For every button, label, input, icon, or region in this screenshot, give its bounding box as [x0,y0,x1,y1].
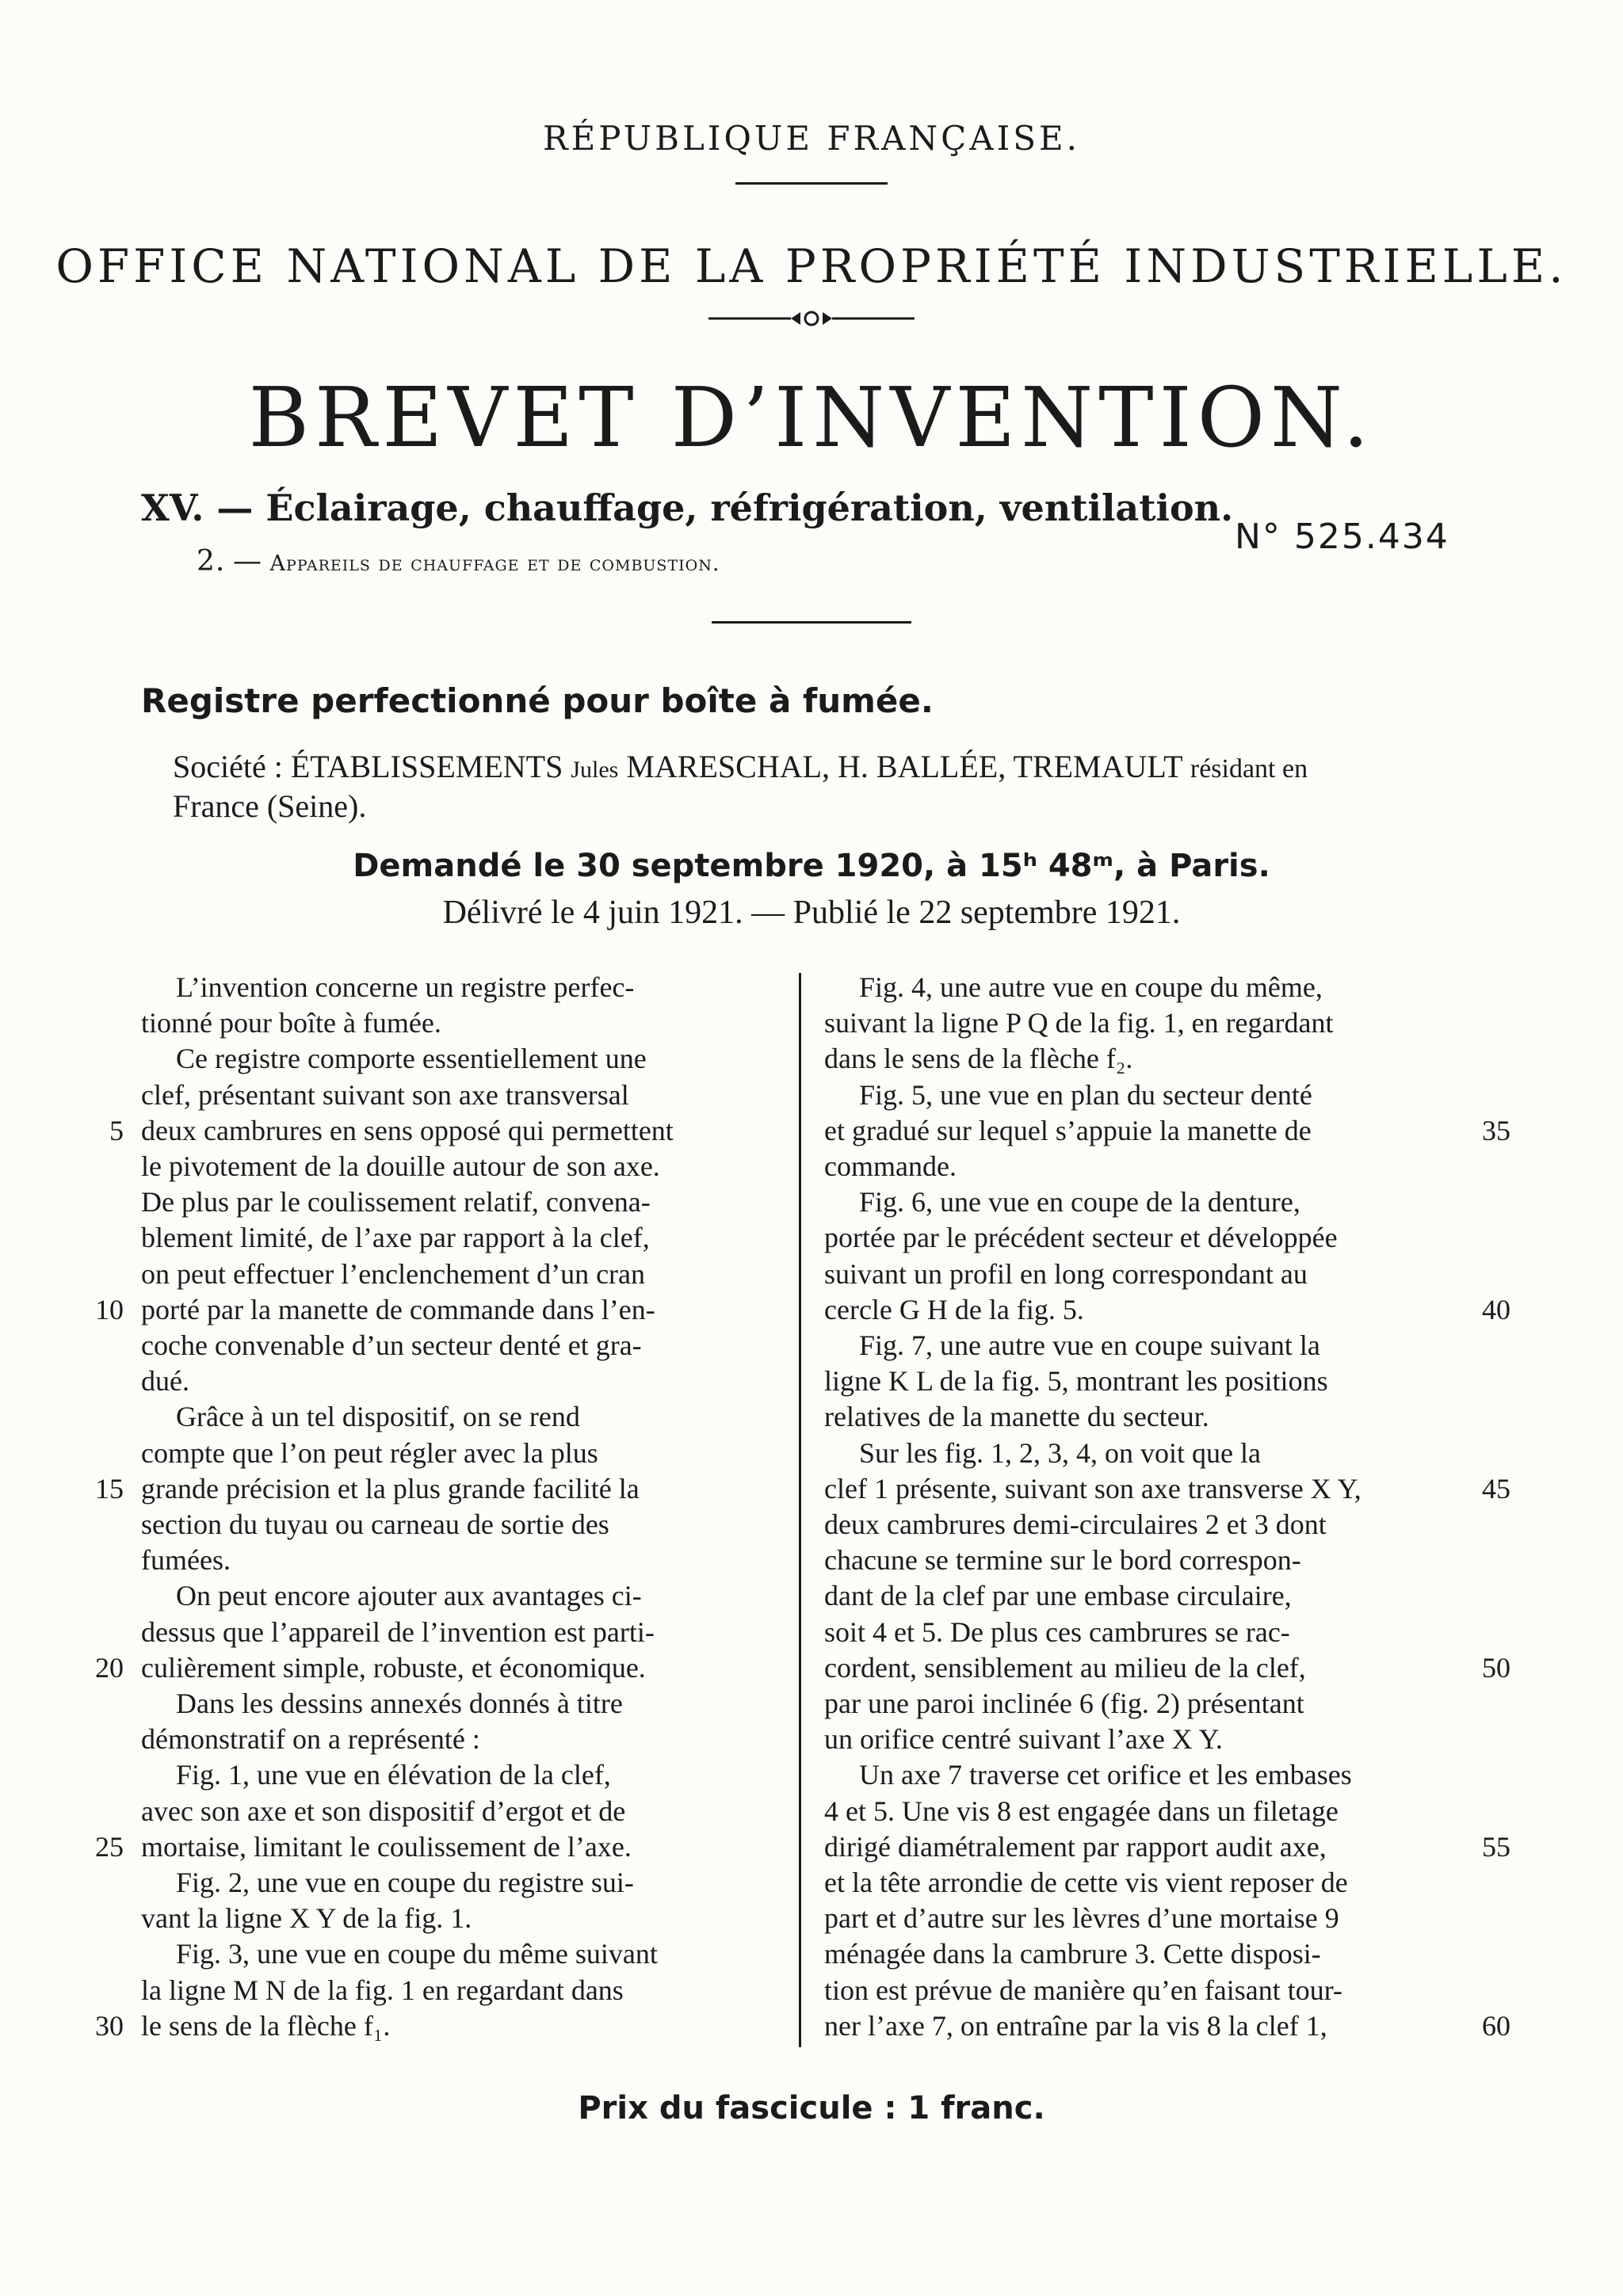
class-number: XV. [141,486,204,529]
line-number: 40 [1482,1293,1510,1325]
text-line: On peut encore ajouter aux avantages ci- [176,1580,642,1612]
class-label: Éclairage, chauffage, réfrigération, ventilation. [265,486,1234,529]
line-number: 30 [95,2009,124,2042]
text-line: Fig. 3, une vue en coupe du même suivant [176,1938,658,1970]
filing-date: Demandé le 30 septembre 1920, à 15ʰ 48ᵐ, à Paris. [353,848,1270,884]
text-line: avec son axe et son dispositif d’ergot et de [141,1794,626,1827]
patent-title: Registre perfectionné pour boîte à fumée. [141,681,934,720]
text-line: Fig. 1, une vue en élévation de la clef, [176,1759,611,1791]
subclass-label: Appareils de chauffage et de combustion. [269,551,720,576]
text-line: section du tuyau ou carneau de sortie des [141,1508,609,1540]
patent-number: N° 525.434 [1235,517,1449,557]
text-line: tionné pour boîte à fumée. [141,1007,441,1039]
applicant-name-small: Jules [571,757,619,783]
text-line: ner l’axe 7, on entraîne par la vis 8 la clef 1, [824,2009,1327,2042]
text-line: compte que l’on peut régler avec la plus [141,1436,598,1469]
line-number: 25 [95,1830,124,1863]
text-line: portée par le précédent secteur et développée [824,1222,1338,1254]
subclass-line [197,545,720,578]
office-heading: OFFICE NATIONAL DE LA PROPRIÉTÉ INDUSTRIELLE. [55,239,1568,293]
text-line: clef 1 présente, suivant son axe transverse X Y, [824,1472,1361,1505]
text-line: part et d’autre sur les lèvres d’une mortaise 9 [824,1902,1339,1935]
text-line: clef, présentant suivant son axe transversal [141,1078,629,1111]
text-line: porté par la manette de commande dans l’en- [141,1293,655,1325]
text-line: Fig. 2, une vue en coupe du registre sui- [176,1867,634,1898]
applicant-line-2: France (Seine). [173,788,367,824]
text-line: dué. [141,1365,189,1398]
line-number: 35 [1482,1114,1510,1146]
text-line: vant la ligne X Y de la fig. 1. [141,1902,472,1935]
text-line: cordent, sensiblement au milieu de la clef, [824,1651,1306,1684]
text-line: et la tête arrondie de cette vis vient reposer de [824,1867,1348,1898]
text-line: la ligne M N de la fig. 1 en regardant dans [141,1974,624,2006]
ornament-divider-icon [708,304,915,333]
text-line: suivant la ligne P Q de la fig. 1, en regardant [824,1007,1334,1039]
issue-publication-date: Délivré le 4 juin 1921. — Publié le 22 septembre 1921. [442,894,1181,931]
text-line: Grâce à un tel dispositif, on se rend [176,1401,580,1433]
line-number: 5 [109,1114,124,1146]
text-line: Fig. 4, une autre vue en coupe du même, [859,971,1323,1003]
text-line: Fig. 6, une vue en coupe de la denture, [859,1186,1300,1219]
text-line: dirigé diamétralement par rapport audit axe, [824,1830,1327,1863]
subclass-dash: — [232,545,262,578]
text-line: cercle G H de la fig. 5. [824,1293,1084,1325]
text-line: Ce registre comporte essentiellement une [176,1043,647,1075]
header-rule-1 [735,182,888,185]
text-line: coche convenable d’un secteur denté et gra- [141,1329,642,1361]
text-line: démonstratif on a représenté : [141,1723,480,1756]
text-line: L’invention concerne un registre perfec- [176,971,635,1003]
header-rule-2 [712,621,911,624]
text-line: commande. [824,1150,957,1182]
brevet-heading: BREVET D’INVENTION. [248,369,1375,466]
line-number: 10 [95,1293,124,1325]
classification-line [141,486,1233,529]
text-line: Un axe 7 traverse cet orifice et les embases [859,1759,1352,1791]
column-divider [799,973,801,2047]
text-line: blement limité, de l’axe par rapport à la clef, [141,1222,650,1254]
text-line: Dans les dessins annexés donnés à titre [176,1688,623,1719]
applicant-line-1 [173,748,1463,785]
text-line: dessus que l’appareil de l’invention est parti- [141,1615,655,1648]
text-line: Fig. 7, une autre vue en coupe suivant la [859,1329,1320,1361]
text-line: le pivotement de la douille autour de son axe. [141,1150,660,1182]
text-line: grande précision et la plus grande facilité la [141,1472,640,1505]
text-line: relatives de la manette du secteur. [824,1401,1209,1433]
text-line: culièrement simple, robuste, et économique. [141,1651,646,1684]
text-line: Sur les fig. 1, 2, 3, 4, on voit que la [859,1436,1261,1469]
text-line: on peut effectuer l’enclenchement d’un cran [141,1257,646,1290]
subclass-number: 2. [197,545,226,578]
text-line: mortaise, limitant le coulissement de l’axe. [141,1830,632,1863]
text-line: 4 et 5. Une vis 8 est engagée dans un filetage [824,1794,1338,1827]
text-line: Fig. 5, une vue en plan du secteur denté [859,1078,1312,1111]
line-number: 60 [1482,2009,1510,2042]
text-line: deux cambrures en sens opposé qui permettent [141,1114,674,1146]
line-number: 55 [1482,1830,1510,1863]
text-line: deux cambrures demi-circulaires 2 et 3 dont [824,1508,1327,1540]
line-number: 15 [95,1472,124,1505]
applicant-name-a: ÉTABLISSEMENTS [290,749,571,784]
text-line: soit 4 et 5. De plus ces cambrures se rac- [824,1615,1290,1648]
republique-heading: RÉPUBLIQUE FRANÇAISE. [542,119,1081,158]
text-line: un orifice centré suivant l’axe X Y. [824,1723,1223,1756]
line-number: 50 [1482,1651,1510,1684]
text-line: chacune se termine sur le bord correspon- [824,1544,1301,1577]
line-number: 45 [1482,1472,1510,1505]
text-line: De plus par le coulissement relatif, convena- [141,1186,651,1219]
text-line: dans le sens de la flèche f₂. [824,1043,1133,1075]
text-line: ligne K L de la fig. 5, montrant les positions [824,1365,1328,1398]
text-line: fumées. [141,1544,231,1577]
text-line: par une paroi inclinée 6 (fig. 2) présentant [824,1688,1304,1719]
applicant-prefix: Société : [173,749,291,784]
line-number: 20 [95,1651,124,1684]
text-line: le sens de la flèche f₁. [141,2009,391,2042]
text-line: ménagée dans la cambrure 3. Cette disposi- [824,1938,1321,1970]
text-line: dant de la clef par une embase circulaire, [824,1580,1292,1612]
text-line: tion est prévue de manière qu’en faisant tour- [824,1974,1343,2006]
text-line: et gradué sur lequel s’appuie la manette de [824,1114,1312,1146]
price-footer: Prix du fascicule : 1 franc. [578,2090,1045,2126]
applicant-name-b: MARESCHAL, H. BALLÉE, TREMAULT [618,749,1190,784]
class-dash: — [216,486,254,529]
applicant-residence: résidant en [1190,754,1308,784]
text-line: suivant un profil en long correspondant au [824,1257,1308,1290]
